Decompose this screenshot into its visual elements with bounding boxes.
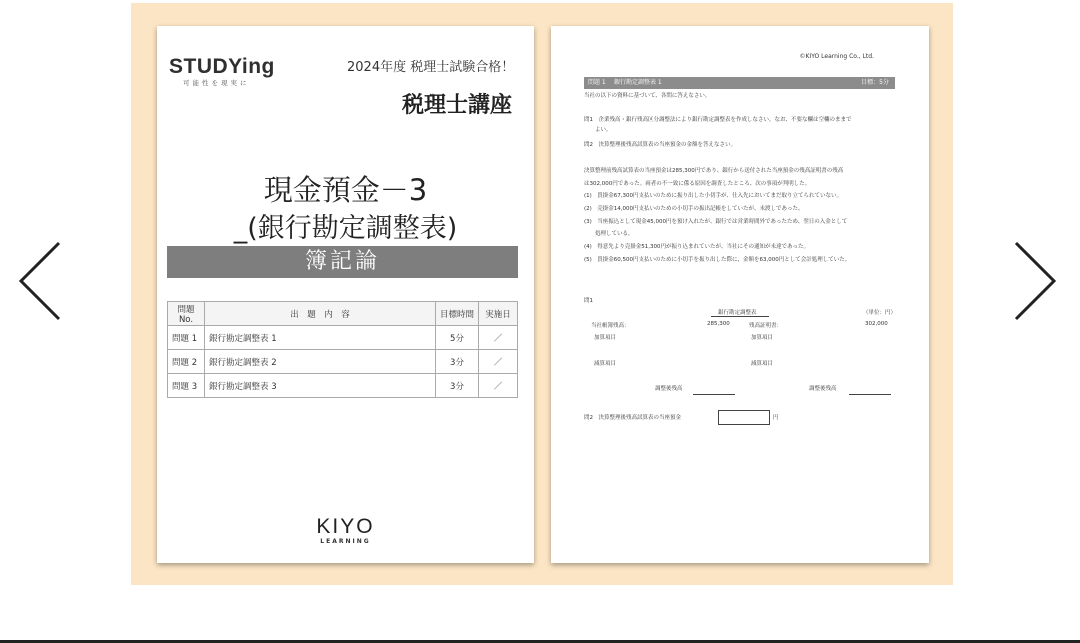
question-text-line: (3) 当座振込として現金45,000円を預け入れたが、銀行では営業時間外であったため、翌日の入金として [584, 219, 848, 225]
target-time: 3分 [436, 374, 479, 398]
done-date: ／ [479, 374, 518, 398]
bank-balance-value: 302,000 [865, 321, 888, 327]
yen-unit: 円 [773, 415, 779, 421]
done-date: ／ [479, 326, 518, 350]
adjusted-balance-right: 調整後残高 [809, 386, 837, 392]
target-time: 目標：5分 [861, 79, 889, 86]
course-name: 税理士講座 [401, 93, 512, 118]
column-header: 目標時間 [436, 302, 479, 326]
logo-tagline: 可能性を現実に [183, 79, 250, 87]
target-time: 5分 [436, 326, 479, 350]
adjusted-balance-left: 調整後残高 [655, 386, 683, 392]
question-text-line: 問1 企業残高・銀行残高区分調整法により銀行勘定調整表を作成しなさい。なお、不要な欄は空欄のままで [584, 117, 852, 123]
answer-label: 問1 [584, 298, 593, 304]
sub-item-label-right: 減算項目 [751, 361, 774, 367]
column-header: 問題No. [168, 302, 205, 326]
question-text-line: 当社の以下の資料に基づいて、各問に答えなさい。 [584, 93, 711, 99]
question-text-line: 処理している。 [584, 231, 634, 237]
answer-input-box[interactable] [718, 410, 770, 425]
prev-page-button[interactable] [10, 236, 70, 326]
question-text-line: (5) 買掛金60,500円支払いのために小切手を振り出した際に、金額を63,000円として会計処理していた。 [584, 257, 851, 263]
question-header-bar [584, 77, 895, 89]
question-text-line: (4) 得意先より売掛金51,300円が振り込まれていたが、当社にその通知が未達であった。 [584, 244, 809, 250]
cover-page [157, 26, 534, 563]
sub-item-label-left: 減算項目 [594, 361, 617, 367]
book-balance-label: 当社帳簿残高： [591, 323, 630, 329]
chevron-right-icon [1012, 239, 1058, 323]
target-time: 3分 [436, 350, 479, 374]
done-date: ／ [479, 350, 518, 374]
table-row [168, 326, 518, 350]
problem-table [167, 301, 518, 398]
book-balance-value: 285,300 [707, 321, 730, 327]
bank-balance-label: 残高証明書： [749, 323, 783, 329]
table-row [168, 350, 518, 374]
problem-no: 問題 1 [168, 326, 205, 350]
next-page-button[interactable] [1005, 236, 1065, 326]
chevron-left-icon [17, 239, 63, 323]
total-underline [849, 394, 891, 395]
unit-label: （単位：円） [863, 310, 897, 316]
question-text-line: は302,000円であった。両者の不一致に係る原因を調査したところ、次の事項が判明した。 [584, 181, 811, 187]
question-text-line: (2) 売掛金14,000円支払いのための小切手の振出記帳をしていたが、未渡しであった。 [584, 206, 804, 212]
cover-subtitle: _(銀行勘定調整表) [233, 213, 458, 244]
question-text-line: 決算整理前残高試算表の当座預金は285,300円であり、銀行から送付された当座預金の残高証明書の残高 [584, 168, 844, 174]
total-underline [693, 394, 735, 395]
worksheet-title: 銀行勘定調整表 [718, 310, 757, 316]
subject-band: 簿記論 [167, 246, 518, 278]
add-item-label-right: 加算項目 [751, 335, 774, 341]
table-header-row [168, 302, 518, 326]
kiyo-logo-sub: LEARNING [320, 538, 371, 545]
title-underline [711, 316, 769, 317]
table-row [168, 374, 518, 398]
problem-content: 銀行勘定調整表 3 [205, 374, 436, 398]
cover-title: 現金預金－3 [263, 173, 428, 207]
studying-logo: STUDYing [169, 55, 275, 78]
question-number: 問題 1 [588, 79, 606, 86]
question-text-line: 問2 決算整理後残高試算表の当座預金の金額を答えなさい。 [584, 142, 737, 148]
copyright: ©KIYO Learning Co., Ltd. [799, 53, 874, 60]
answer-2-label: 問2 決算整理後残高試算表の当座預金 [584, 415, 682, 421]
problem-no: 問題 2 [168, 350, 205, 374]
column-header: 出 題 内 容 [205, 302, 436, 326]
add-item-label-left: 加算項目 [594, 335, 617, 341]
problem-no: 問題 3 [168, 374, 205, 398]
year-heading: 2024年度 税理士試験合格！ [347, 60, 515, 75]
question-name: 銀行勘定調整表 1 [614, 79, 662, 86]
problem-content: 銀行勘定調整表 2 [205, 350, 436, 374]
kiyo-logo: KIYO [316, 515, 375, 538]
question-text-line: (1) 買掛金67,300円支払いのために振り出した小切手が、仕入先においてまだ取り立てられていない。 [584, 193, 843, 199]
column-header: 実施日 [479, 302, 518, 326]
question-page [551, 26, 929, 563]
problem-content: 銀行勘定調整表 1 [205, 326, 436, 350]
question-text-line: よい。 [584, 127, 612, 133]
